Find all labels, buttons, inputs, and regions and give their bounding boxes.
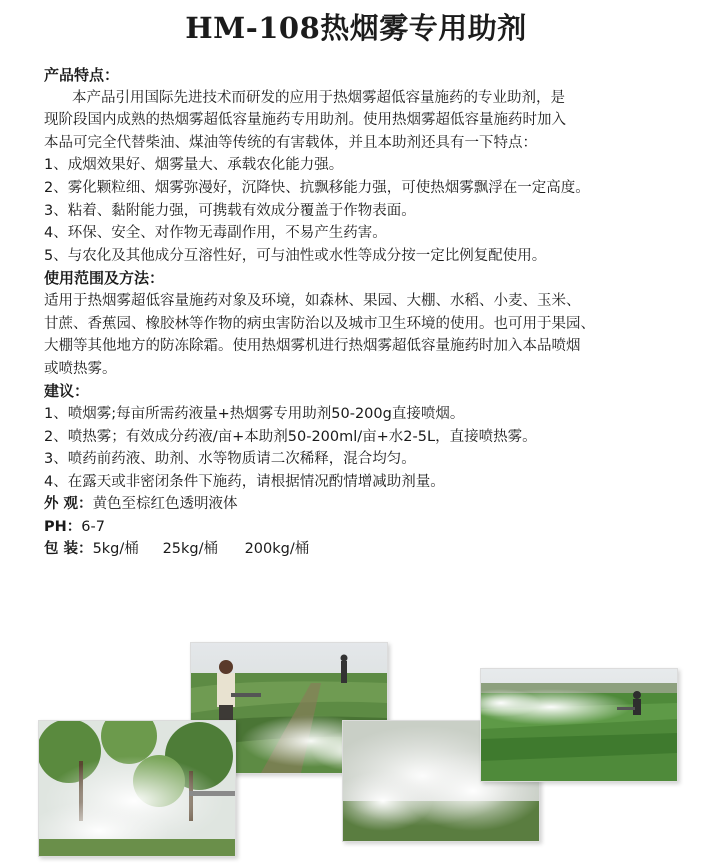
package-option-3: 200kg/桶	[244, 541, 310, 558]
usage-line-3: 大棚等其他地方的防冻除霜。使用热烟雾机进行热烟雾超低容量施药时加入本品喷烟	[44, 338, 581, 355]
features-intro-line-2: 现阶段国内成熟的热烟雾超低容量施药专用助剂。使用热烟雾超低容量施药时加入	[44, 112, 566, 129]
photo-orchard-smoke	[38, 720, 236, 857]
advice-item-1: 1、喷烟雾;每亩所需药液量+热烟雾专用助剂50-200g直接喷烟。	[44, 405, 465, 422]
feature-item-5: 5、与农化及其他成分互溶性好，可与油性或水性等成分按一定比例复配使用。	[44, 247, 547, 264]
appearance-row	[44, 493, 692, 516]
advice-item-3: 3、喷药前药液、助剂、水等物质请二次稀释，混合均匀。	[44, 451, 416, 468]
document-body	[44, 64, 692, 561]
appearance-label: 外 观：	[44, 496, 93, 513]
package-option-2: 25kg/桶	[162, 541, 218, 558]
ph-label: PH：	[44, 518, 82, 535]
ph-value: 6-7	[81, 518, 105, 535]
advice-item-2: 2、喷热雾；有效成分药液/亩+本助剂50-200ml/亩+水2-5L，直接喷热雾。	[44, 428, 537, 445]
feature-item-3: 3、粘着、黏附能力强，可携载有效成分覆盖于作物表面。	[44, 202, 416, 219]
advice-item-4: 4、在露天或非密闭条件下施药，请根据情况酌情增减助剂量。	[44, 473, 445, 490]
usage-line-4: 或喷热雾。	[44, 360, 117, 377]
usage-line-1: 适用于热烟雾超低容量施药对象及环境，如森林、果园、大棚、水稻、小麦、玉米、	[44, 292, 581, 309]
feature-item-4: 4、环保、安全、对作物无毒副作用，不易产生药害。	[44, 225, 387, 242]
features-intro-line-3: 本品可完全代替柴油、煤油等传统的有害载体，并且本助剂还具有一下特点：	[44, 134, 537, 151]
ph-row	[44, 516, 692, 539]
package-label: 包 装：	[44, 541, 93, 558]
photo-crop-field-smoke	[480, 668, 678, 782]
usage-line-2: 甘蔗、香蕉园、橡胶林等作物的病虫害防治以及城市卫生环境的使用。也可用于果园、	[44, 315, 595, 332]
advice-heading: 建议：	[44, 382, 90, 401]
photo-orchard-smoke-image	[39, 721, 235, 856]
feature-item-2: 2、雾化颗粒细、烟雾弥漫好，沉降快、抗飘移能力强，可使热烟雾飘浮在一定高度。	[44, 179, 590, 196]
usage-heading: 使用范围及方法：	[44, 269, 165, 288]
features-intro-line-1: 本产品引用国际先进技术而研发的应用于热烟雾超低容量施药的专业助剂，是	[72, 89, 565, 106]
features-heading: 产品特点：	[44, 66, 120, 84]
feature-item-1: 1、成烟效果好、烟雾量大、承载农化能力强。	[44, 157, 344, 174]
package-row	[44, 538, 692, 561]
document-title: HM-108热烟雾专用助剂	[185, 11, 527, 45]
package-option-1: 5kg/桶	[92, 541, 139, 558]
appearance-value: 黄色至棕红色透明液体	[92, 496, 238, 513]
photo-crop-field-smoke-image	[481, 669, 677, 781]
